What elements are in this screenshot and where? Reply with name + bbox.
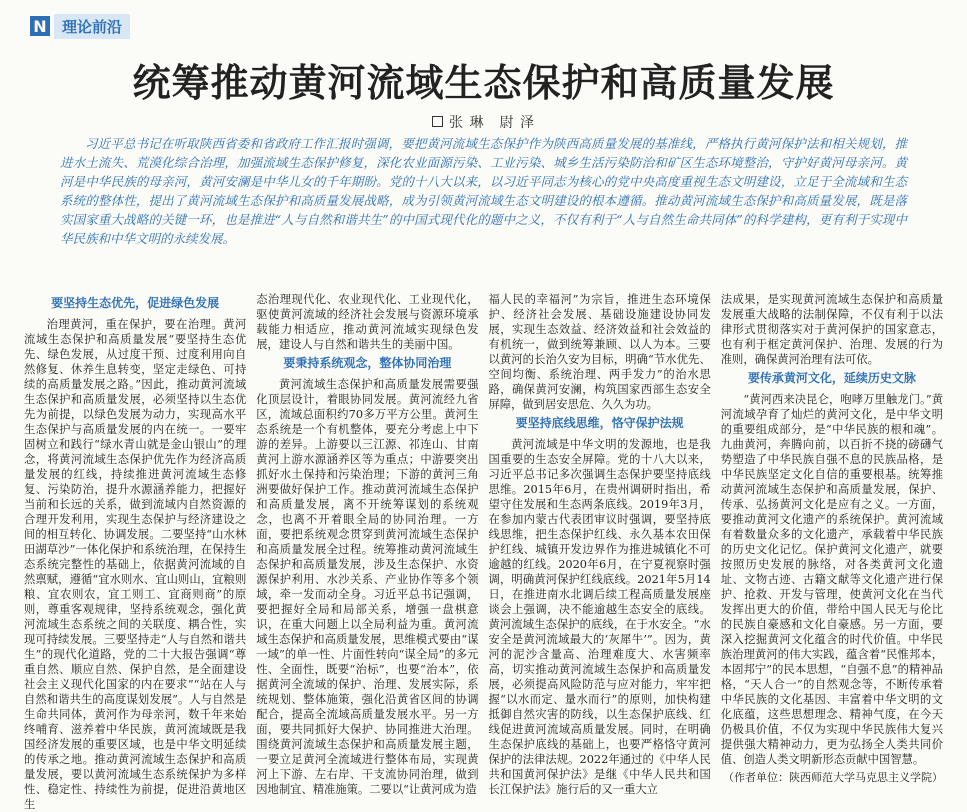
paragraph: 态治理现代化、农业现代化、工业现代化，驱使黄河流域的经济社会发展与资源环境承载能力相适应，推动黄河流域实现绿色发展，建设人与自然和谐共生的美丽中国。 xyxy=(256,293,479,351)
column-4 xyxy=(721,292,943,812)
section-badge-icon: N xyxy=(30,16,50,36)
article-abstract: 习近平总书记在听取陕西省委和省政府工作汇报时强调，要把黄河流域生态保护作为陕西高质量发展的基准线，严格执行黄河保护法和相关规划，推进水土流失、荒漠化综合治理，加强流域生态保护修复，深化农业面源污染、工业污染、城乡生活污染防治和矿区生态环境整治，守护好黄河母亲河。黄河是中华民族的母亲河，黄河安澜是中华儿女的千年期盼。党的十八大以来，以习近平同志为核心的党中央高度重视生态文明建设，立足于全流域和生态系统的整体性，提出了黄河流域生态保护和高质量发展战略，成为引领黄河流域生态文明建设的根本遵循。推动黄河流域生态保护和高质量发展，既是落实国家重大战略的关键一环，也是推进“人与自然和谐共生”的中国式现代化的题中之义，不仅有利于“人与自然生命共同体”的科学建构，更有利于实现中华民族和中华文明的永续发展。 xyxy=(60,136,907,246)
paragraph: “黄河西来决昆仑，咆哮万里触龙门。”黄河流域孕育了灿烂的黄河文化，是中华文明的重要组成部分，是“中华民族的根和魂”。九曲黄河，奔腾向前，以百折不挠的磅礴气势塑造了中华民族自强不息的民族品格，是中华民族坚定文化自信的重要根基。统筹推动黄河流域生态保护和高质量发展，保护、传承、弘扬黄河文化是应有之义。一方面，要推动黄河文化遗产的系统保护。黄河流域有着数量众多的文化遗产，承载着中华民族的历史文化记忆。保护黄河文化遗产，就要按照历史发展的脉络，对各类黄河文化遗址、文物古迹、古籍文献等文化遗产进行保护、抢救、开发与管理，使黄河文化在当代发挥出更大的价值，带给中国人民无与伦比的民族自豪感和文化自豪感。另一方面，要深入挖掘黄河文化蕴含的时代价值。中华民族治理黄河的伟大实践，蕴含着“民惟邦本，本固邦宁”的民本思想，“自强不息”的精神品格，“天人合一”的自然观念等，不断传承着中华民族的文化基因、丰富着中华文明的文化底蕴，这些思想理念、精神气度，在今天仍极具价值，不仅为实现中华民族伟大复兴提供强大精神动力，更为弘扬全人类共同价值、创造人类文明新形态贡献中国智慧。 xyxy=(720,393,943,766)
subheading-4: 要传承黄河文化，延续历史文脉 xyxy=(747,371,916,385)
paragraph: 黄河流域生态保护和高质量发展需要强化顶层设计，着眼协同发展。黄河流经九省区，流域总面积约70多万平方公里。黄河生态系统是一个有机整体，要充分考虑上中下游的差异。上游要以三江源、祁连山、甘南黄河上游水源涵养区等为重点；中游要突出抓好水土保持和污染治理；下游的黄河三角洲要做好保护工作。推动黄河流域生态保护和高质量发展，离不开统筹谋划的系统观念，也离不开着眼全局的协同治理。一方面，要把系统观念贯穿到黄河流域生态保护和高质量发展全过程。统筹推动黄河流域生态保护和高质量发展，涉及生态保护、水资源保护利用、水沙关系、产业协作等多个领域，牵一发而动全身。习近平总书记强调，要把握好全局和局部关系，增强一盘棋意识，在重大问题上以全局利益为重。黄河流域生态保护和高质量发展，思维模式要由“谋一域”的单一性、片面性转向“谋全局”的多元性、全面性，既要“治标”，也要“治本”，依据黄河全流域的保护、治理、发展实际，系统规划、整体施策，强化沿黄省区间的协调配合，提高全流域高质量发展水平。另一方面，要共同抓好大保护、协同推进大治理。围绕黄河流域生态保护和高质量发展主题，一要立足黄河全流域进行整体布局，实现黄河上下游、左右岸、干支流协同治理，做到因地制宜、精准施策。二要以“让黄河成为造 xyxy=(256,378,479,796)
subheading-2: 要秉持系统观念，整体协同治理 xyxy=(283,356,452,370)
article-title: 统筹推动黄河流域生态保护和高质量发展 xyxy=(132,61,835,105)
section-tag xyxy=(30,14,130,38)
subheading-1: 要坚持生态优先，促进绿色发展 xyxy=(51,296,220,310)
column-2 xyxy=(256,292,478,812)
paragraph: 福人民的幸福河”为宗旨，推进生态环境保护、经济社会发展、基础设施建设协同发展，实现生态效益、经济效益和社会效益的有机统一，做到统筹兼顾、以人为本。三要以黄河的长治久安为目标，明确“节水优先、空间均衡、系统治理、两手发力”的治水思路，确保黄河安澜，构筑国家西部生态安全屏障，做到居安思危、久久为功。 xyxy=(488,293,711,411)
article-body xyxy=(24,292,943,811)
paragraph: 法成果，是实现黄河流域生态保护和高质量发展重大战略的法制保障，不仅有利于以法律形式贯彻落实对于黄河保护的国家意志，也有利于框定黄河保护、治理、发展的行为准则，确保黄河治理有法可依。 xyxy=(720,293,943,366)
byline-box-icon xyxy=(432,116,443,127)
paragraph: 黄河流域是中华文明的发源地，也是我国重要的生态安全屏障。党的十八大以来，习近平总书记多次强调生态保护要坚持底线思维。2015年6月，在贵州调研时指出，希望守住发展和生态两条底线。2019年3月，在参加内蒙古代表团审议时强调，要坚持底线思维，把生态保护红线、永久基本农田保护红线、城镇开发边界作为推进城镇化不可逾越的红线。2020年6月，在宁夏视察时强调，明确黄河保护红线底线。2021年5月14日，在推进南水北调后续工程高质量发展座谈会上强调，决不能逾越生态安全的底线。黄河流域生态保护的底线，在于水安全。“水安全是黄河流域最大的‘灰犀牛’”。因为，黄河的泥沙含量高、治理难度大、水害频率高，切实推动黄河流域生态保护和高质量发展，必须提高风险防范与应对能力，牢牢把握“以水而定、量水而行”的原则，加快构建抵御自然灾害的防线，以生态保护底线、红线促进黄河流域高质量发展。同时，在明确生态保护底线的基础上，也要严格恪守黄河保护的法律法规。2022年通过的《中华人民共和国黄河保护法》是继《中华人民共和国长江保护法》施行后的又一重大立 xyxy=(488,438,711,796)
byline xyxy=(0,112,967,132)
byline-authors: 张 琳 尉 泽 xyxy=(449,115,535,131)
column-3 xyxy=(489,292,711,812)
column-1 xyxy=(24,292,246,812)
paragraph: 治理黄河，重在保护，要在治理。黄河流域生态保护和高质量发展“要坚持生态优先、绿色发展，从过度干预、过度利用向自然修复、休养生息转变，坚定走绿色、可持续的高质量发展之路。”因此，推动黄河流域生态保护和高质量发展，必须坚持以生态优先为前提，以绿色发展为动力，实现高水平生态保护与高质量发展的内在统一。一要牢固树立和践行“绿水青山就是金山银山”的理念，将黄河流域生态保护优先作为经济高质量发展的红线，持续推进黄河流域生态修复、污染防治，提升水源涵养能力，把握好当前和长远的关系，做到流域内自然资源的合理开发利用，实现生态保护与经济建设之间的相互转化、协调发展。二要坚持“山水林田湖草沙”一体化保护和系统治理，在保持生态系统完整性的基础上，依据黄河流域的自然禀赋，遵循“宜水则水、宜山则山，宜粮则粮、宜农则农，宜工则工、宜商则商”的原则，尊重客观规律，坚持系统观念，强化黄河流域生态系统之间的关联度、耦合性，实现可持续发展。三要坚持走“人与自然和谐共生”的现代化道路，党的二十大报告强调“尊重自然、顺应自然、保护自然，是全面建设社会主义现代化国家的内在要求”“站在人与自然和谐共生的高度谋划发展”。人与自然是生命共同体，黄河作为母亲河，数千年来始终哺育、滋养着中华民族，黄河流域既是我国经济发展的重要区域，也是中华文明延续的传承之地。推动黄河流域生态保护和高质量发展，要以黄河流域生态系统保护为多样性、稳定性、持续性为前提，促进沿黄地区生 xyxy=(24,318,247,811)
section-name: 理论前沿 xyxy=(54,14,130,39)
subheading-3: 要坚持底线思维，恪守保护法规 xyxy=(515,416,684,430)
author-affiliation: （作者单位：陕西师范大学马克思主义学院） xyxy=(723,771,943,784)
